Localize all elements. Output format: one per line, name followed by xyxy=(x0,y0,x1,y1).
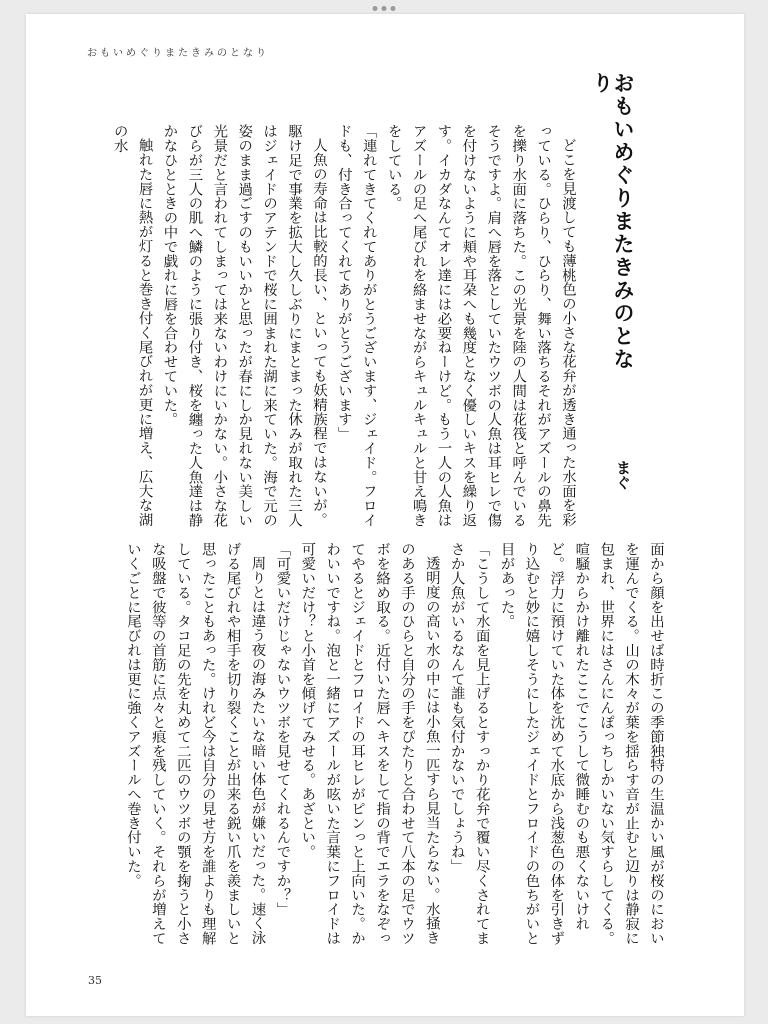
dialogue-line: 「連れてきてくれてありがとうございます、ジェイド。フロイドも、付き合ってくれてありがとうございます」 xyxy=(335,124,377,528)
dialogue-line: 「可愛いだけじゃないウツボを見せてくれるんですか？」 xyxy=(274,542,291,917)
lower-text-block xyxy=(120,542,668,957)
story-title: おもいめぐりまたきみのとなり xyxy=(590,72,636,371)
running-head: おもいめぐりまたきみのとなり xyxy=(87,48,269,59)
handle-dot xyxy=(382,6,387,11)
author-name: まぐ xyxy=(614,460,632,490)
paragraph: どこを見渡しても薄桃色の小さな花弁が透き通った水面を彩っている。ひらり、ひらり、舞い落ちるそれがアズールの鼻先を擽り水面に落ちた。この光景を陸の人間は花筏と呼んでいるそうですよ。肩へ唇を落としていたウツボの人魚は耳ヒレで傷を付けないように頬や耳朶へも幾度となく優しいキスを繰り返す。イカダなんてオレ達には必要ねーけど。もう一人の人魚はアズールの足へ尾びれを絡ませながらキュルキュルと甘え鳴きをしている。 xyxy=(385,124,576,528)
dialogue-line: 「こうして水面を見上げるとすっかり花弁で覆い尽くされてまさか人魚がいるなんて誰も気付かないでしょうね」 xyxy=(448,542,490,946)
paragraph: 触れた唇に熱が灯ると巻き付く尾びれが更に増え、広大な湖の水 xyxy=(111,124,153,528)
paragraph-continued: 面から顔を出せば時折この季節独特の生温かい風が桜のにおいを運んでくる。山の木々が葉を揺らす音が止むと辺りは静寂に包まれ、世界にはさんにんぽっちしかいない気すらしてくる。喧騒からかけ離れたここでこうして微睡むのも悪くないけれど。浮力に預けていた体を沈めて水底から浅葱色の体を引きずり込むと妙に嬉しそうにしたジェイドとフロイドの色ちがいと目があった。 xyxy=(498,542,664,946)
ellipsis-handle-icon[interactable] xyxy=(373,6,396,11)
paragraph: 周りとは違う夜の海みたいな暗い体色が嫌いだった。速く泳げる尾びれや相手を切り裂くことが出来る鋭い爪を羨ましいと思ったこともあった。けれど今は自分の見せ方を誰よりも理解している。タコ足の先を丸めて二匹のウツボの顎を掬うと小さな吸盤で彼等の首筋に点々と痕を残していく。それらが増えていくごとに尾びれは更に強くアズールへ巻き付いた。 xyxy=(124,542,266,946)
handle-dot xyxy=(373,6,378,11)
upper-text-block xyxy=(107,124,580,529)
paragraph: 透明度の高い水の中には小魚一匹すら見当たらない。水掻きのある手のひらと自分の手をぴたりと合わせて八本の足でウツボを絡め取る。近付いた唇へキスをして指の背でエラをなぞってやるとジェイドとフロイドの耳ヒレがピンっと上向いた。かわいいですね。泡と一緒にアズールが呟いた言葉にフロイドは可愛いだけ？と小首を傾げてみせる。あざとい。 xyxy=(299,542,440,946)
handle-dot xyxy=(391,6,396,11)
paragraph: 人魚の寿命は比較的長い、といっても妖精族程ではないが。駆け足で事業を拡大し久しぶりにまとまった休みが取れた三人はジェイドのアテンドで桜に囲まれた湖に来ていた。海で元の姿のまま過ごすのもいいかと思ったが春にしか見れない美しい光景だと言われてしまっては来ないわけにいかない。小さな花びらが三人の肌へ鱗のように張り付き、桜を纏った人魚達は静かなひとときの中で戯れに唇を合わせていた。 xyxy=(161,124,327,528)
book-page xyxy=(26,14,744,1016)
page-number: 35 xyxy=(88,974,102,987)
